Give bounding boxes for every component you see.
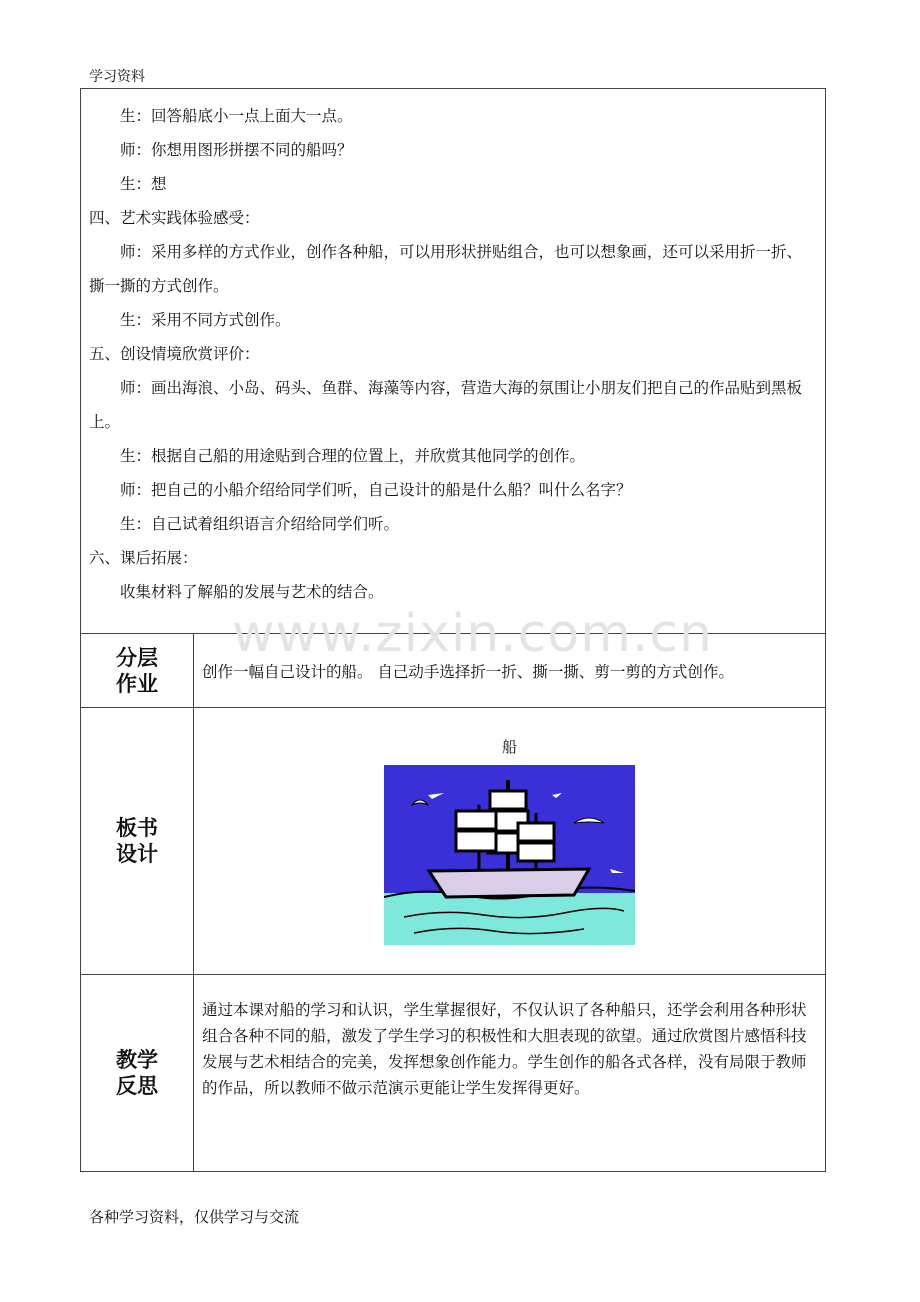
sea-background: [384, 893, 635, 945]
page-header-label: 学习资料: [89, 69, 145, 85]
section-heading: 五、创设情境欣赏评价：: [89, 345, 260, 363]
reflection-label-cell: [81, 975, 194, 1172]
board-title: 船: [501, 738, 517, 756]
ship-hull: [429, 869, 589, 897]
lesson-process-text: [81, 89, 825, 609]
dialogue-line: 师：画出海浪、小岛、码头、鱼群、海藻等内容，营造大海的氛围让小朋友们把自己的作品贴到黑板上。: [89, 379, 803, 431]
board-design-cell: [194, 708, 826, 975]
reflection-text: 通过本课对船的学习和认识，学生掌握很好，不仅认识了各种船只，还学会利用各种形状组合各种不同的船，激发了学生学习的积极性和大胆表现的欲望。通过欣赏图片感悟科技发展与艺术相结合的完美，发挥想象创作能力。学生创作的船各式各样，没有局限于教师的作品，所以教师不做示范演示更能让学生发挥得更好。: [194, 975, 826, 1172]
dialogue-line: 生：自己试着组织语言介绍给同学们听。: [120, 515, 400, 533]
dialogue-line: 生：采用不同方式创作。: [120, 311, 291, 329]
lesson-process-cell: [81, 89, 826, 634]
dialogue-line: 生：回答船底小一点上面大一点。: [120, 107, 353, 125]
dialogue-line: 师：把自己的小船介绍给同学们听，自己设计的船是什么船？叫什么名字？: [120, 481, 632, 499]
dialogue-line: 收集材料了解船的发展与艺术的结合。: [120, 583, 384, 601]
ship-drawing-image: [384, 765, 635, 945]
reflection-label: 教学反思: [116, 1048, 158, 1098]
watermark: www.zixin.com.cn: [232, 604, 713, 664]
section-heading: 四、艺术实践体验感受：: [89, 209, 260, 227]
page-footer-label: 各种学习资料，仅供学习与交流: [89, 1208, 300, 1226]
lesson-plan-table: [80, 88, 826, 1172]
board-label: 板书设计: [116, 816, 158, 866]
homework-label: 分层作业: [116, 645, 158, 696]
dialogue-line: 师：采用多样的方式作业，创作各种船，可以用形状拼贴组合，也可以想象画，还可以采用折一折、撕一撕的方式创作。: [89, 243, 803, 295]
board-label-cell: [81, 708, 194, 975]
dialogue-line: 生：想: [120, 175, 167, 193]
dialogue-line: 师：你想用图形拼摆不同的船吗？: [120, 141, 353, 159]
homework-label-cell: [81, 634, 194, 708]
section-heading: 六、课后拓展：: [89, 549, 198, 567]
homework-text: 创作一幅自己设计的船。 自己动手选择折一折、撕一撕、剪一剪的方式创作。: [194, 634, 826, 708]
dialogue-line: 生：根据自己船的用途贴到合理的位置上，并欣赏其他同学的创作。: [120, 447, 586, 465]
